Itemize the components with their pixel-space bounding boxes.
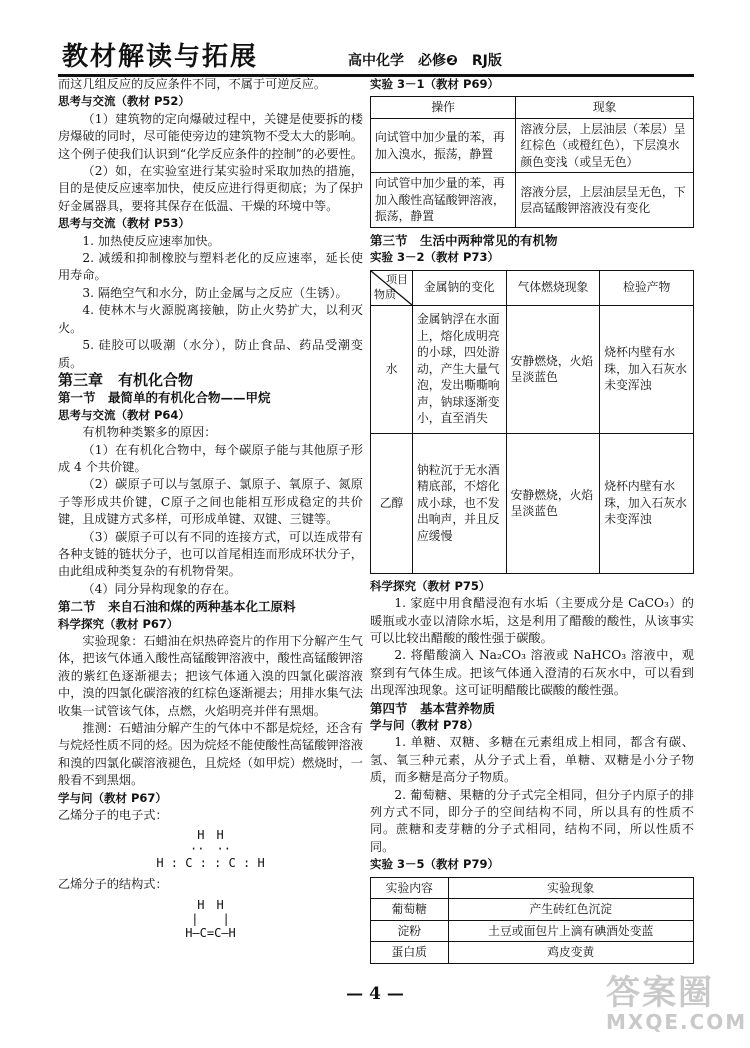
section-label: 思考与交流（教材 P52） xyxy=(58,94,190,109)
list-item: （1）在有机化合物中，每个碳原子能与其他原子形成 4 个共价键。 xyxy=(58,442,363,474)
table-cell: 烧杯内壁有水珠，加入石灰水未变浑浊 xyxy=(600,433,694,573)
table-corner-cell xyxy=(371,270,413,305)
list-item: （3）碳原子可以有不同的连接方式，可以连成带有各种支链的链状分子，也可以首尾相连而形成环状分子，由此组成种类复杂的有机物骨架。 xyxy=(58,529,363,579)
paragraph: 1. 家庭中用食醋浸泡有水垢（主要成分是 CaCO₃）的暖瓶或水壶以清除水垢，这是利用了醋酸的酸性，从该事实可以比较出醋酸的酸性强于碳酸。 xyxy=(370,596,694,645)
table-header: 操作 xyxy=(371,97,516,119)
experiment-table-3-1 xyxy=(370,96,694,228)
formula-line: H—C=C—H xyxy=(185,925,236,940)
table-row xyxy=(371,118,694,173)
table-cell: 乙醇 xyxy=(371,433,413,573)
book-title: 教材解读与拓展 xyxy=(62,42,259,72)
list-item: 1. 加热使反应速率加快。 xyxy=(82,233,220,248)
table-cell: 土豆或面包片上滴有碘酒处变蓝 xyxy=(448,920,693,942)
formula-line: H H xyxy=(197,828,224,843)
table-header: 检验产物 xyxy=(600,270,694,305)
list-item: 4. 使林木与火源脱离接触，防止火势扩大，以利灭火。 xyxy=(58,303,363,335)
table-cell: 安静燃烧，火焰呈淡蓝色 xyxy=(506,305,600,433)
table-cell: 淀粉 xyxy=(371,920,449,942)
chapter-title: 第三章 有机化合物 xyxy=(58,370,194,389)
formula-line: H H xyxy=(197,897,224,912)
paragraph: 乙烯分子的结构式： xyxy=(58,877,168,892)
table-row xyxy=(371,433,694,573)
watermark-logo xyxy=(606,975,747,1033)
experiment-table-3-5 xyxy=(370,877,694,964)
section-title: 第四节 基本营养物质 xyxy=(370,700,496,716)
right-column xyxy=(370,76,694,968)
corner-label-bottom: 物质 xyxy=(374,288,396,302)
section-title: 第二节 来自石油和煤的两种基本化工原料 xyxy=(58,599,296,615)
table-header: 实验现象 xyxy=(448,877,693,899)
table-cell: 产生砖红色沉淀 xyxy=(448,899,693,921)
watermark-text: 答案圈 xyxy=(606,973,714,1013)
table-header: 实验内容 xyxy=(371,877,449,899)
paragraph: 2. 葡萄糖、果糖的分子式完全相同，但分子内原子的排列方式不同，即分子的空间结构不同，所以具有的性质不同。蔗糖和麦芽糖的分子式相同，结构不同，所以性质不同。 xyxy=(370,787,694,854)
paragraph: 乙烯分子的电子式： xyxy=(58,808,168,823)
table-cell: 金属钠浮在水面上，熔化成明亮的小球，四处游动，产生大量气泡，发出嘶嘶响声，钠球逐渐变小，直至消失 xyxy=(412,305,506,433)
table-header: 金属钠的变化 xyxy=(412,270,506,305)
list-item: 2. 减缓和抑制橡胶与塑料老化的反应速率，延长使用寿命。 xyxy=(58,251,363,283)
table-row xyxy=(371,173,694,228)
table-cell: 鸡皮变黄 xyxy=(448,942,693,964)
table-header-row xyxy=(371,270,694,305)
list-item: 5. 硅胶可以吸潮（水分），防止食品、药品受潮变质。 xyxy=(58,338,363,370)
paragraph: 2. 将醋酸滴入 Na₂CO₃ 溶液或 NaHCO₃ 溶液中，观察到有气体生成。把该气体通入澄清的石灰水中，可以看到出现浑浊现象。这可证明醋酸比碳酸的酸性强。 xyxy=(370,648,694,698)
formula-line: | | xyxy=(191,911,230,926)
ethylene-structural-formula xyxy=(58,898,363,940)
section-label: 实验 3－2（教材 P73） xyxy=(370,250,499,265)
table-cell: 向试管中加少量的苯，再加入溴水，振荡，静置 xyxy=(371,118,516,173)
section-label: 实验 3－5（教材 P79） xyxy=(370,857,499,872)
section-label: 思考与交流（教材 P64） xyxy=(58,407,190,422)
list-item: 3. 隔绝空气和水分，防止金属与之反应（生锈）。 xyxy=(82,285,348,300)
page-number: — 4 — xyxy=(346,984,404,1004)
paragraph: 而这几组反应的反应条件不同，不属于可逆反应。 xyxy=(58,77,327,91)
table-cell: 安静燃烧，火焰呈淡蓝色 xyxy=(506,433,600,573)
left-column xyxy=(58,76,363,946)
table-header: 气体燃烧现象 xyxy=(506,270,600,305)
table-cell: 钠粒沉于无水酒精底部，不熔化成小球，也不发出响声，并且反应缓慢 xyxy=(412,433,506,573)
table-cell: 烧杯内壁有水珠，加入石灰水未变浑浊 xyxy=(600,305,694,433)
paragraph: 推测：石蜡油分解产生的气体中不都是烷烃，还含有与烷烃性质不同的烃。因为烷烃不能使酸性高锰酸钾溶液和溴的四氯化碳溶液褪色，且烷烃（如甲烷）燃烧时，一般看不到黑烟。 xyxy=(58,721,363,788)
table-cell: 溶液分层，上层油层呈无色，下层高锰酸钾溶液没有变化 xyxy=(516,173,694,228)
paragraph: 实验现象：石蜡油在炽热碎瓷片的作用下分解产生气体，把该气体通入酸性高锰酸钾溶液中，酸性高锰酸钾溶液的紫红色逐渐褪去；把该气体通入溴的四氯化碳溶液中，溴的四氯化碳溶液的红棕色逐渐褪去；用排水集气法收集一试管该气体，点燃，火焰明亮并伴有黑烟。 xyxy=(58,634,363,718)
table-row xyxy=(371,305,694,433)
paragraph: 1. 单糖、双糖、多糖在元素组成上相同，都含有碳、氢、氧三种元素，从分子式上看，单糖、双糖是小分子物质，而多糖是高分子物质。 xyxy=(370,735,694,785)
section-label: 学与问（教材 P67） xyxy=(58,790,167,805)
experiment-table-3-2 xyxy=(370,270,694,574)
table-header-row xyxy=(371,97,694,119)
formula-line: ·· ·· xyxy=(190,842,231,857)
corner-label-top: 项目 xyxy=(385,272,408,286)
section-label: 实验 3－1（教材 P69） xyxy=(370,77,499,91)
table-row xyxy=(371,920,694,942)
watermark-text: MXQE.COM xyxy=(606,1010,748,1034)
formula-line: H : C : : C : H xyxy=(156,856,265,871)
book-subject: 高中化学 必修❷ RJ版 xyxy=(348,53,502,69)
table-cell: 水 xyxy=(371,305,413,433)
paragraph: 有机物种类繁多的原因： xyxy=(82,425,217,440)
table-cell: 葡萄糖 xyxy=(371,899,449,921)
section-label: 科学探究（教材 P75） xyxy=(370,578,491,593)
list-item: （4）同分异构现象的存在。 xyxy=(82,581,237,596)
paragraph: （2）如，在实验室进行某实验时采取加热的措施，目的是使反应速率加快，使反应进行得更彻底；为了保护好金属器具，要将其保存在低温、干燥的环境中等。 xyxy=(58,164,363,213)
table-row xyxy=(371,942,694,964)
table-cell: 蛋白质 xyxy=(371,942,449,964)
table-row xyxy=(371,899,694,921)
table-cell: 向试管中加少量的苯，再加入酸性高锰酸钾溶液，振荡，静置 xyxy=(371,173,516,228)
section-label: 学与问（教材 P78） xyxy=(370,717,479,732)
section-label: 科学探究（教材 P67） xyxy=(58,616,179,631)
section-label: 思考与交流（教材 P53） xyxy=(58,216,190,231)
table-header-row xyxy=(371,877,694,899)
section-title: 第三节 生活中两种常见的有机物 xyxy=(370,232,558,248)
ethylene-electron-formula xyxy=(58,828,363,870)
paragraph: （1）建筑物的定向爆破过程中，关键是使要拆的楼房爆破的同时，尽可能使旁边的建筑物不受太大的影响。这个例子使我们认识到“化学反应条件的控制”的必要性。 xyxy=(58,111,363,161)
list-item: （2）碳原子可以与氢原子、氯原子、氧原子、氮原子等形成共价键，C原子之间也能相互形成稳定的共价键，且成键方式多样，可形成单键、双键、三键等。 xyxy=(58,477,363,527)
page-header xyxy=(58,40,694,77)
table-cell: 溶液分层，上层油层（苯层）呈红棕色（或橙红色），下层溴水颜色变浅（或呈无色） xyxy=(516,118,694,173)
table-header: 现象 xyxy=(516,97,694,119)
section-title: 第一节 最简单的有机化合物——甲烷 xyxy=(58,390,271,406)
